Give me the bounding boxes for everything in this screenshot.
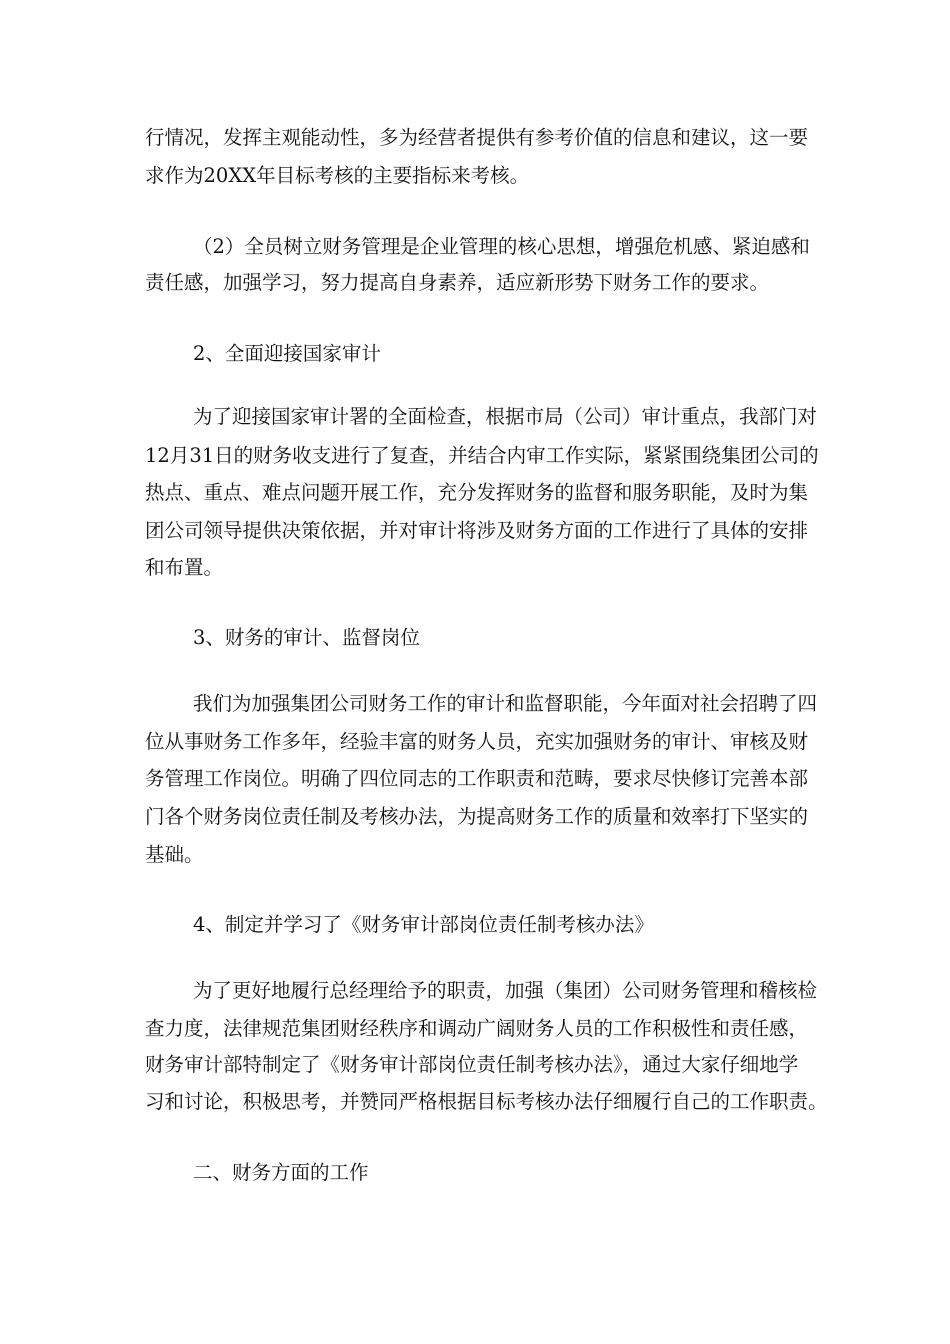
- paragraph-1-line-0: （2）全员树立财务管理是企业管理的核心思想，增强危机感、紧迫感和: [193, 235, 810, 258]
- paragraph-7-line-3: 习和讨论，积极思考，并赞同严格根据目标考核办法仔细履行自己的工作职责。: [145, 1090, 828, 1113]
- paragraph-7-line-1: 查力度，法律规范集团财经秩序和调动广阔财务人员的工作积极性和责任感，: [145, 1017, 809, 1040]
- paragraph-3-line-3: 团公司领导提供决策依据，并对审计将涉及财务方面的工作进行了具体的安排: [145, 519, 809, 542]
- paragraph-7-line-0: 为了更好地履行总经理给予的职责，加强（集团）公司财务管理和稽核检: [193, 979, 818, 1002]
- paragraph-0-line-0: 行情况，发挥主观能动性，多为经营者提供有参考价值的信息和建议，这一要: [145, 126, 809, 149]
- paragraph-5-line-2: 务管理工作岗位。明确了四位同志的工作职责和范畴，要求尽快修订完善本部: [145, 767, 809, 790]
- section-heading-3: 3、财务的审计、监督岗位: [193, 626, 420, 649]
- paragraph-3-line-2: 热点、重点、难点问题开展工作，充分发挥财务的监督和服务职能，及时为集: [145, 481, 809, 504]
- section-heading-4: 4、制定并学习了《财务审计部岗位责任制考核办法》: [193, 913, 654, 936]
- paragraph-0-line-1: 求作为20XX年目标考核的主要指标来考核。: [145, 164, 530, 187]
- section-heading-finance-work: 二、财务方面的工作: [193, 1161, 369, 1184]
- paragraph-5-line-3: 门各个财务岗位责任制及考核办法，为提高财务工作的质量和效率打下坚实的: [145, 805, 809, 828]
- paragraph-3-line-1: 12月31日的财务收支进行了复查，并结合内审工作实际，紧紧围绕集团公司的: [145, 444, 819, 467]
- paragraph-5-line-1: 位从事财务工作多年，经验丰富的财务人员，充实加强财务的审计、审核及财: [145, 730, 809, 753]
- paragraph-7-line-2: 财务审计部特制定了《财务审计部岗位责任制考核办法》，通过大家仔细地学: [145, 1053, 799, 1076]
- paragraph-5-line-0: 我们为加强集团公司财务工作的审计和监督职能，今年面对社会招聘了四: [193, 692, 818, 715]
- paragraph-3-line-0: 为了迎接国家审计署的全面检查，根据市局（公司）审计重点，我部门对: [193, 405, 818, 428]
- section-heading-2: 2、全面迎接国家审计: [193, 342, 381, 365]
- paragraph-1-line-1: 责任感，加强学习，努力提高自身素养，适应新形势下财务工作的要求。: [145, 271, 770, 294]
- paragraph-3-line-4: 和布置。: [145, 556, 224, 579]
- paragraph-5-line-4: 基础。: [145, 843, 204, 866]
